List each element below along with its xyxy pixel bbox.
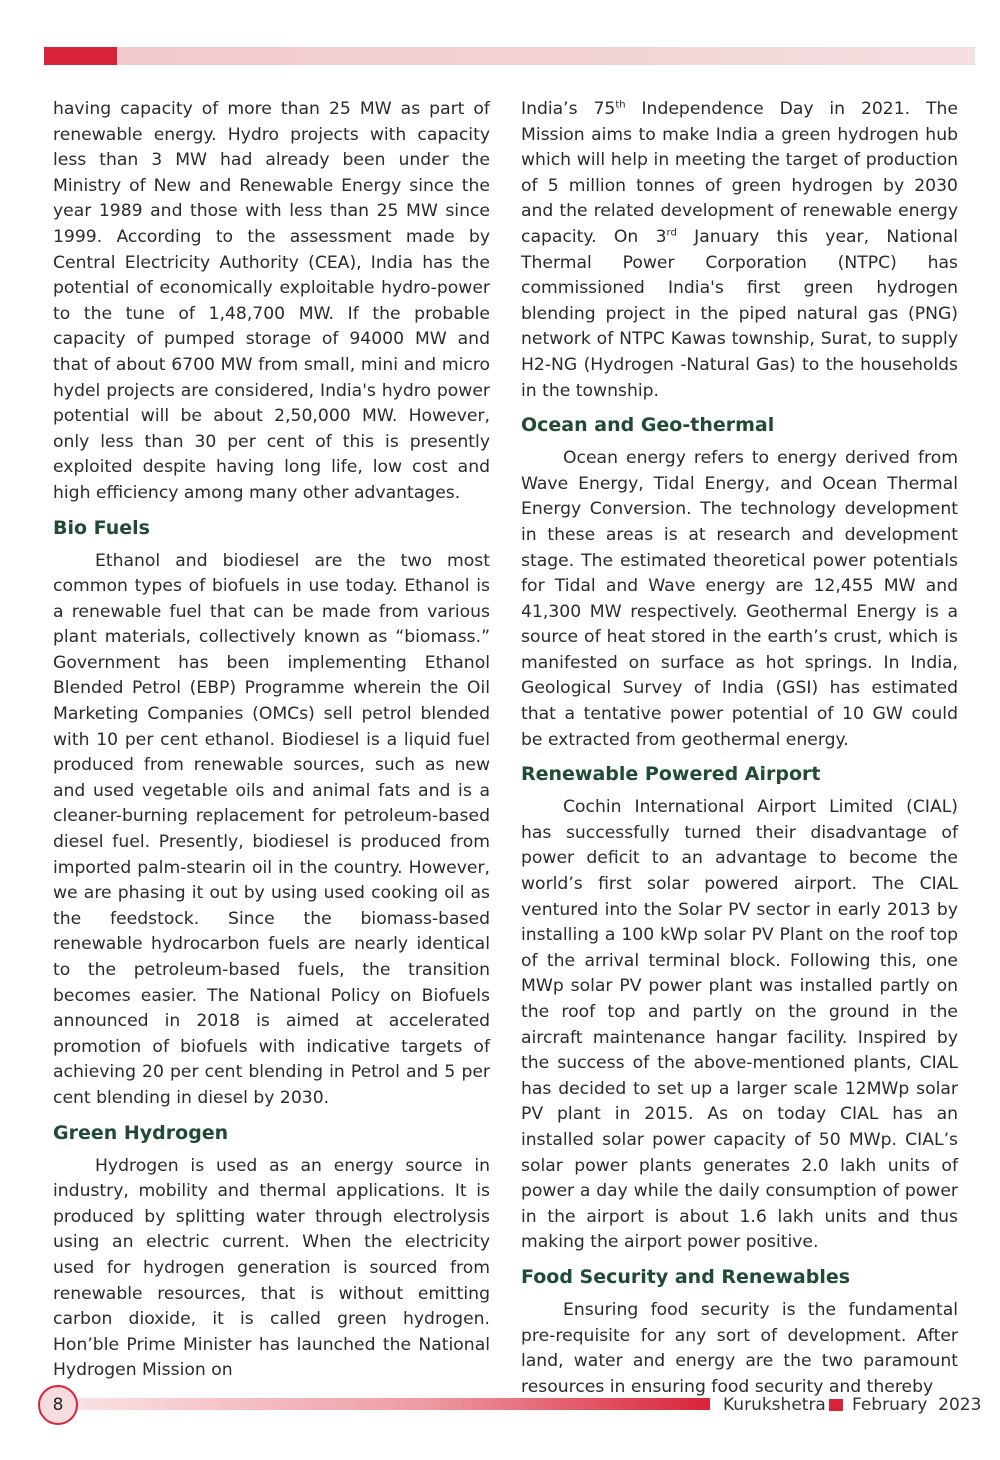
hydro-paragraph: having capacity of more than 25 MW as part of renewable energy. Hydro projects with capacity less than 3 MW had already been under the Ministry of New and Renewable Energy since the year 1989 and those with less than 25 MW since 1999. According to the assessment made by Central Electricity Authority (CEA), India has the potential of economically exploitable hydro-power to the tune of 1,48,700 MW. If the probable capacity of pumped storage of 94000 MW and that of about 6700 MW from small, mini and micro hydel projects are considered, India's hydro power potential will be about 2,50,000 MW. However, only less than 30 per cent of this is presently exploited despite having long life, low cost and high efficiency among many other advantages. bbox=[53, 99, 490, 503]
issue-date: February 2023 bbox=[852, 1395, 982, 1415]
mission-text-1: India’s 75 bbox=[521, 99, 616, 119]
food-security-paragraph: Ensuring food security is the fundamental pre-requisite for any sort of development. After land, water and energy are the two paramount resources in ensuring food security and thereby bbox=[521, 1299, 958, 1397]
right-column bbox=[521, 97, 958, 1400]
footer-bar bbox=[78, 1398, 710, 1410]
heading-ocean-geothermal: Ocean and Geo-thermal bbox=[521, 414, 775, 437]
biofuels-paragraph: Ethanol and biodiesel are the two most common types of biofuels in use today. Ethanol is a renewable fuel that can be made from various plant materials, collectively known as “biomass.” Government has been implementing Ethanol Blended Petrol (EBP) Programme wherein the Oil Marketing Companies (OMCs) sell petrol blended with 10 per cent ethanol. Biodiesel is a liquid fuel produced from renewable sources, such as new and used vegetable oils and animal fats and is a cleaner-burning replacement for petroleum-based diesel fuel. Presently, biodiesel is produced from imported palm-stearin oil in the country. However, we are phasing it out by using used cooking oil as the feedstock. Since the biomass-based renewable hydrocarbon fuels are nearly identical to the petroleum-based fuels, the transition becomes easier. The National Policy on Biofuels announced in 2018 is aimed at accelerated promotion of biofuels with indicative targets of achieving 20 per cent blending in Petrol and 5 per cent blending in diesel by 2030. bbox=[53, 550, 490, 1108]
ordinal-th: th bbox=[615, 99, 626, 111]
header-bar bbox=[44, 47, 975, 65]
mission-text-2: Independence Day in 2021. The Mission aims to make India a green hydrogen hub which will help in meeting the target of production of 5 million tonnes of green hydrogen by 2030 and the related development of renewable energy capacity. On 3 bbox=[521, 99, 958, 247]
page-number: 8 bbox=[38, 1385, 78, 1425]
hydrogen-mission-paragraph bbox=[521, 97, 958, 404]
heading-bio-fuels: Bio Fuels bbox=[53, 516, 150, 539]
left-column bbox=[53, 97, 490, 1384]
hydrogen-paragraph: Hydrogen is used as an energy source in industry, mobility and thermal applications. It is produced by splitting water through electrolysis using an electric current. When the electricity used for hydrogen generation is sourced from renewable resources, that is without emitting carbon dioxide, it is called green hydrogen. Hon’ble Prime Minister has launched the National Hydrogen Mission on bbox=[53, 1155, 490, 1381]
ordinal-rd: rd bbox=[666, 227, 677, 239]
mission-text-3: January this year, National Thermal Power Corporation (NTPC) has commissioned India's first green hydrogen blending project in the piped natural gas (PNG) network of NTPC Kawas township, Surat, to supply H2-NG (Hydrogen -Natural Gas) to the households in the township. bbox=[521, 226, 958, 401]
footer-separator-square bbox=[829, 1399, 843, 1411]
ocean-paragraph: Ocean energy refers to energy derived from Wave Energy, Tidal Energy, and Ocean Thermal Energy Conversion. The technology development in these areas is at research and development stage. The estimated theoretical power potentials for Tidal and Wave energy are 12,455 MW and 41,300 MW respectively. Geothermal Energy is a source of heat stored in the earth’s crust, which is manifested on surface as hot springs. In India, Geological Survey of India (GSI) has estimated that a tentative power potential of 10 GW could be extracted from geothermal energy. bbox=[521, 448, 958, 750]
header-accent-block bbox=[44, 47, 117, 65]
heading-renewable-airport: Renewable Powered Airport bbox=[521, 763, 821, 786]
heading-green-hydrogen: Green Hydrogen bbox=[53, 1121, 229, 1144]
heading-food-security: Food Security and Renewables bbox=[521, 1265, 851, 1288]
journal-name: Kurukshetra bbox=[723, 1395, 826, 1415]
airport-paragraph: Cochin International Airport Limited (CIAL) has successfully turned their disadvantage of power deficit to an advantage to become the world’s first solar powered airport. The CIAL ventured into the Solar PV sector in early 2013 by installing a 100 kWp solar PV Plant on the roof top of the arrival terminal block. Following this, one MWp solar PV power plant was installed partly on the roof top and partly on the ground in the aircraft maintenance hangar facility. Inspired by the success of the above-mentioned plants, CIAL has decided to set up a larger scale 12MWp solar PV plant in 2015. As on today CIAL has an installed solar power capacity of 50 MWp. CIAL’s solar power plants generates 2.0 lakh units of power a day while the daily consumption of power in the airport is about 1.6 lakh units and thus making the airport power positive. bbox=[521, 797, 958, 1253]
